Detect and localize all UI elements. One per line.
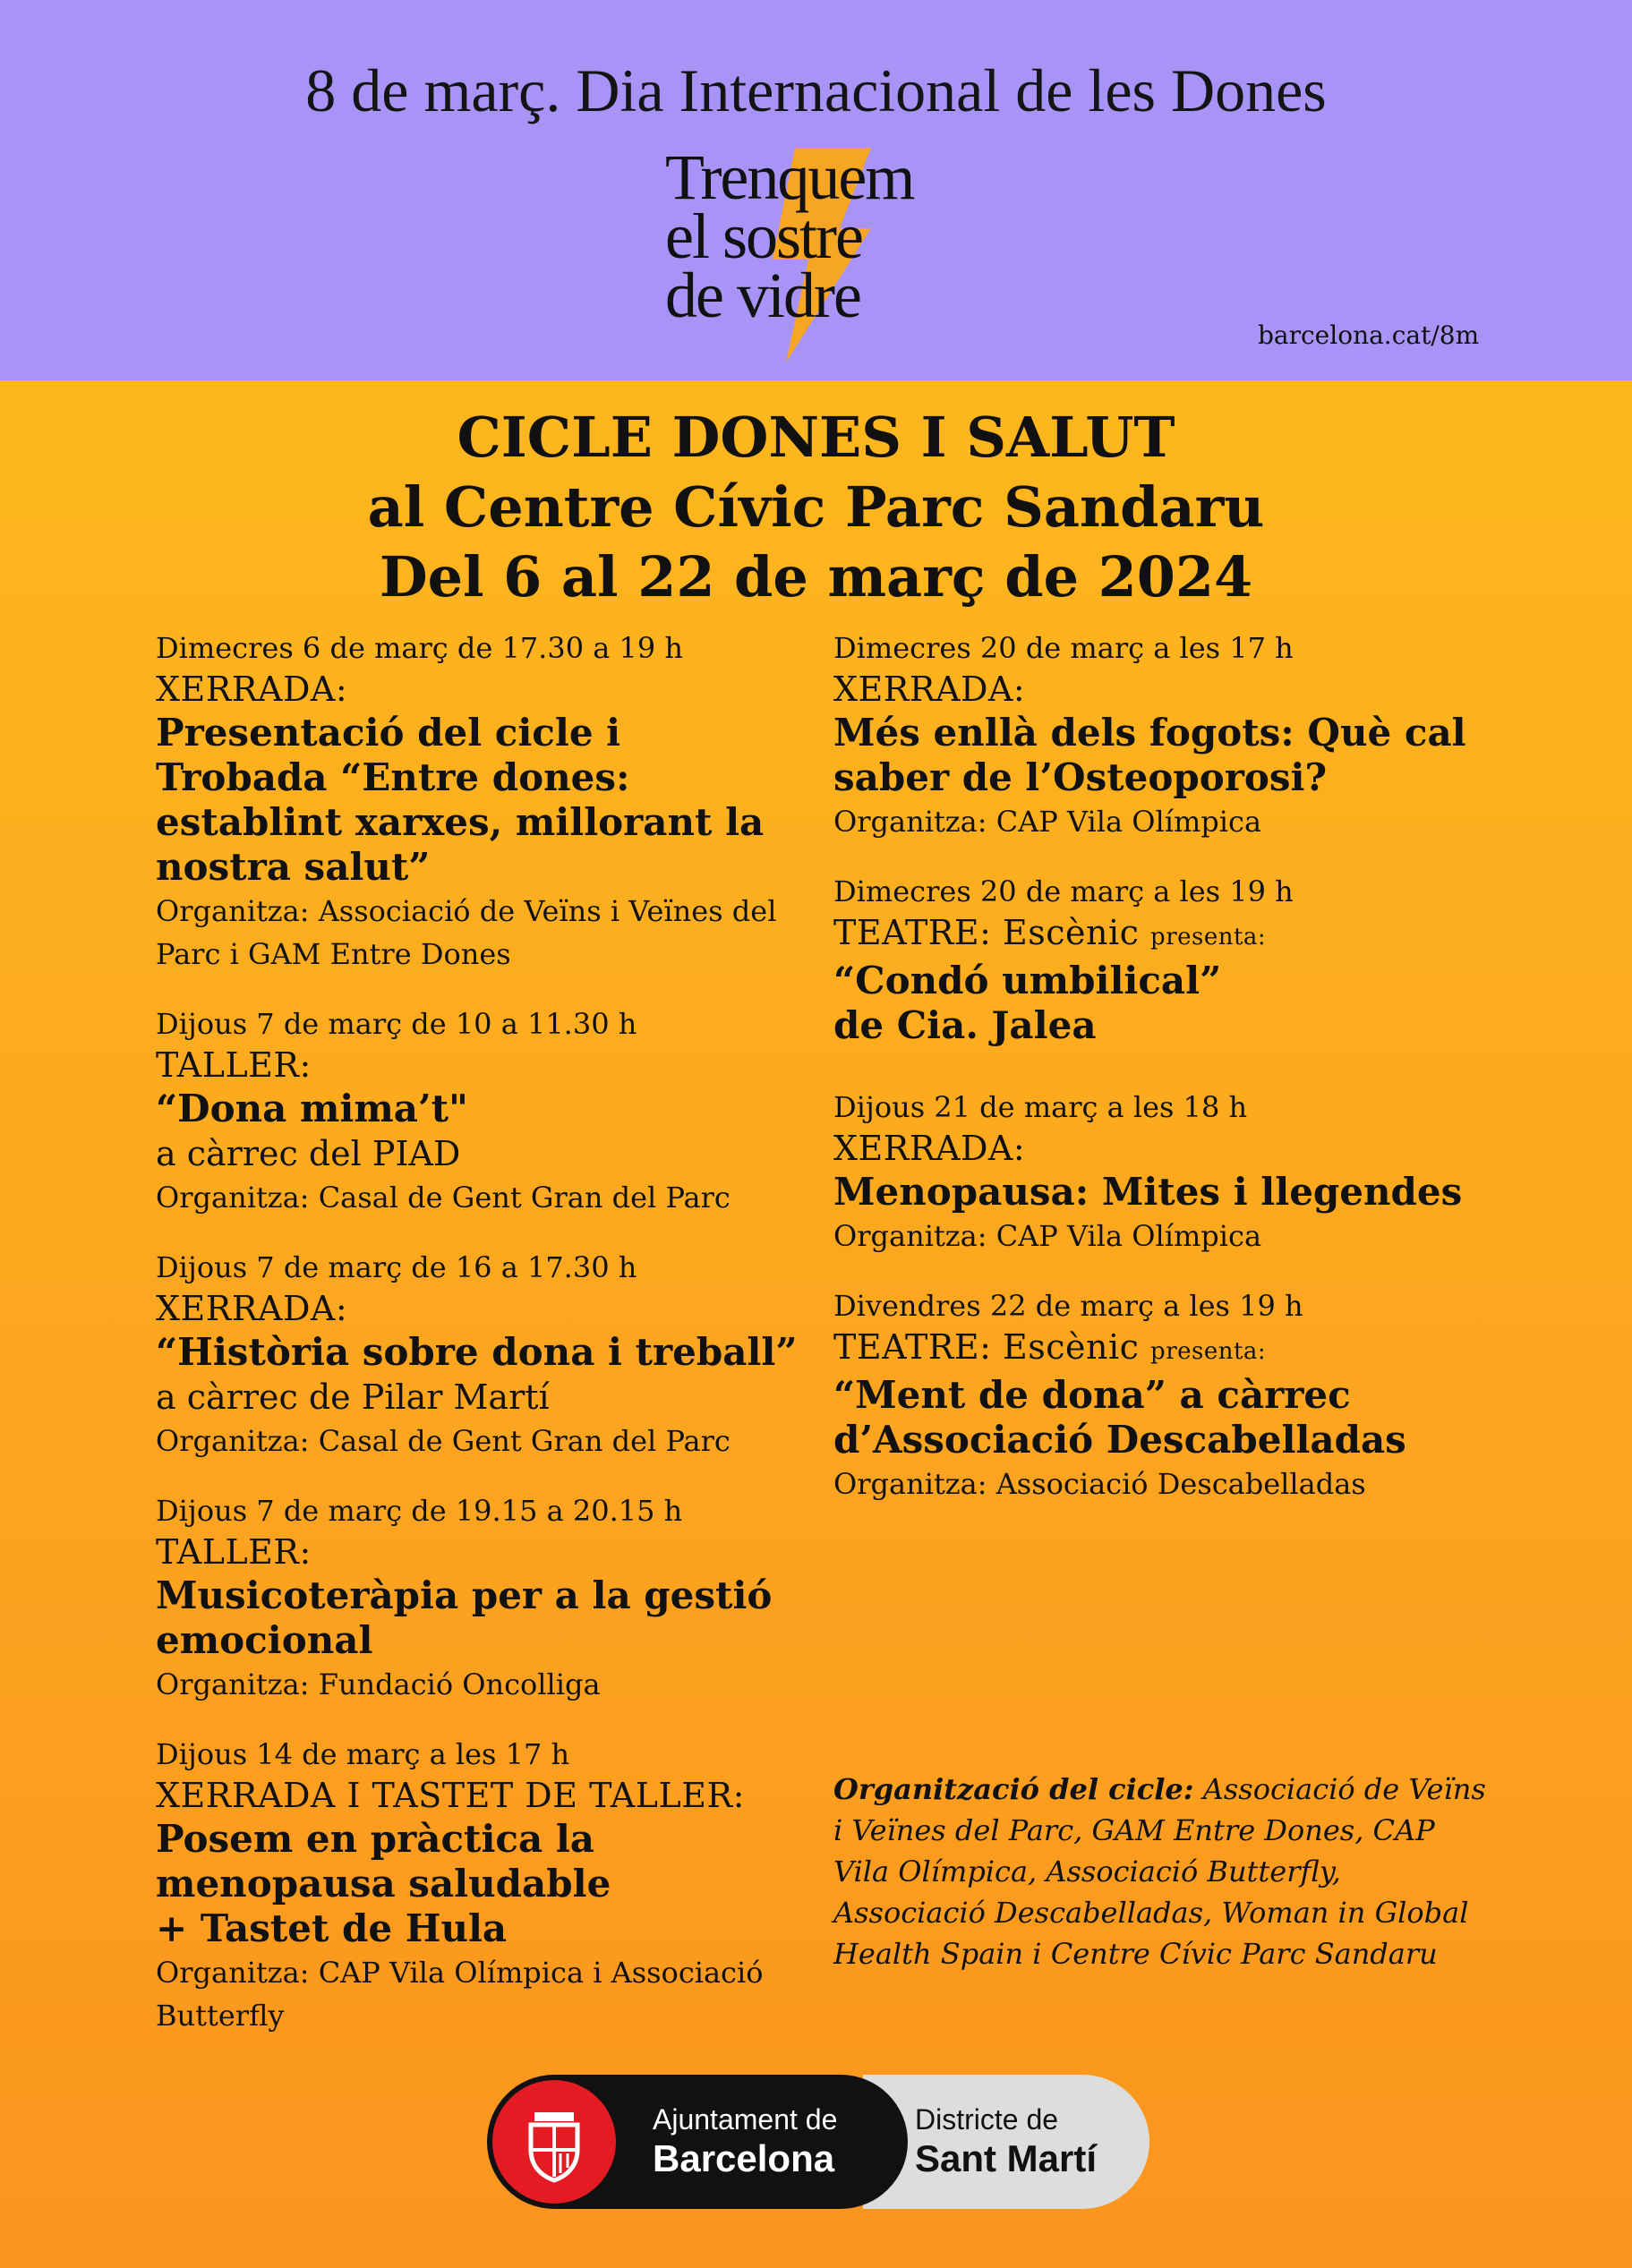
event-title-line: menopausa saludable [156,1862,611,1906]
event-organizer [156,1176,818,1219]
event-item [156,1491,818,1706]
cycle-organizers-label: Organització del cicle: [833,1772,1194,1806]
ajuntament-line1: Ajuntament de [653,2103,838,2136]
event-type-text: TEATRE: Escènic [833,913,1140,952]
event-type: XERRADA: [156,669,348,709]
slogan-line: de vidre [665,260,860,331]
event-title-line: nostra salut” [156,845,431,889]
barcelona-seal-icon [492,2080,616,2204]
event-title [833,959,1514,1048]
event-title-line: Posem en pràctica la [156,1817,594,1861]
event-date: Dijous 7 de març de 19.15 a 20.15 h [156,1494,683,1528]
cycle-title [0,403,1632,612]
event-title-line: Trobada “Entre dones: [156,755,630,799]
organizer-line: Organitza: CAP Vila Olímpica i Associació [156,1956,764,1990]
title-line: al Centre Cívic Parc Sandaru [367,474,1265,540]
districte-line1: Districte de [915,2103,1059,2136]
event-title-line: “Història sobre dona i treball” [156,1330,798,1374]
slogan-line: el sostre [665,200,862,272]
event-organizer [833,1462,1514,1505]
districte-line2: Sant Martí [915,2137,1098,2179]
event-title-line: “Ment de dona” a càrrec [833,1373,1351,1417]
title-line: CICLE DONES I SALUT [457,405,1175,470]
event-title-line: Menopausa: Mites i llegendes [833,1170,1463,1214]
event-title [156,1087,818,1131]
event-date: Dimecres 20 de març a les 17 h [833,631,1294,665]
event-date: Dimecres 20 de març a les 19 h [833,874,1294,908]
organizer-line: Organitza: Casal de Gent Gran del Parc [156,1424,731,1458]
event-title-line: saber de l’Osteoporosi? [833,755,1328,799]
event-title-line: d’Associació Descabelladas [833,1418,1406,1462]
event-item [156,628,818,976]
event-date: Divendres 22 de març a les 19 h [833,1289,1303,1323]
event-speaker: a càrrec de Pilar Martí [156,1377,550,1417]
event-title [833,1373,1514,1462]
event-date: Dijous 7 de març de 16 a 17.30 h [156,1250,637,1284]
event-type: XERRADA: [833,1129,1026,1168]
event-title [833,1170,1514,1215]
event-item [833,872,1514,1048]
title-line: Del 6 al 22 de març de 2024 [379,544,1253,610]
events-right-column [833,628,1514,1534]
event-type [833,1326,1514,1373]
event-type-presenta: presenta: [1150,924,1267,951]
organizer-line: Organitza: Fundació Oncolliga [156,1667,601,1701]
event-organizer [156,1663,818,1706]
event-title [156,711,818,890]
event-title-line: Musicoteràpia per a la gestió [156,1573,773,1617]
event-title-line: + Tastet de Hula [156,1906,508,1950]
campaign-logo [661,143,983,367]
event-title-line: “Condó umbilical” [833,959,1222,1002]
event-date: Dijous 21 de març a les 18 h [833,1090,1248,1124]
event-item [156,1248,818,1462]
event-organizer [156,1951,818,2037]
event-title-line [833,1003,1514,1048]
event-organizer [833,800,1514,843]
cycle-organizers-text: Associació de Veïns i Veïnes del Parc, GAM Entre Dones, CAP Vila Olímpica, Associació Butterfly, Associació Descabelladas, Woman in Global Health Spain i Centre Cívic Parc Sandaru [833,1772,1486,1971]
event-type: XERRADA: [833,669,1026,709]
campaign-slogan [665,141,914,331]
event-date: Dijous 14 de març a les 17 h [156,1737,570,1771]
organizer-line: Parc i GAM Entre Dones [156,937,511,971]
event-item [156,1735,818,2037]
event-company: Cia. Jalea [896,1003,1097,1047]
event-date: Dimecres 6 de març de 17.30 a 19 h [156,631,683,665]
organizer-line: Butterfly [156,1999,285,2033]
footer-logo [487,2075,1149,2209]
event-item [833,1286,1514,1505]
event-title [156,1573,818,1663]
events-left-column [156,628,818,2066]
event-title [156,1817,818,1951]
website-link[interactable]: barcelona.cat/8m [1258,320,1480,350]
event-title-line: emocional [156,1618,373,1662]
event-item [156,1004,818,1219]
event-item [833,628,1514,843]
event-type-text: TEATRE: Escènic [833,1327,1140,1367]
organizer-line: Organitza: CAP Vila Olímpica [833,805,1262,839]
event-organizer [156,890,818,976]
event-title-line: Presentació del cicle i [156,711,621,755]
event-organizer [833,1215,1514,1258]
headline: 8 de març. Dia Internacional de les Dones [305,56,1327,124]
event-title-line: Més enllà dels fogots: Què cal [833,711,1466,755]
organizer-line: Organitza: Associació de Veïns i Veïnes del [156,894,777,928]
event-type [833,911,1514,959]
event-speaker: a càrrec del PIAD [156,1134,461,1173]
event-type: XERRADA I TASTET DE TALLER: [156,1776,745,1815]
organizer-line: Organitza: Associació Descabelladas [833,1467,1366,1501]
event-title-line: establint xarxes, millorant la [156,800,765,844]
event-title-prefix: de [833,1003,884,1047]
event-type: XERRADA: [156,1289,348,1328]
event-type-presenta: presenta: [1150,1338,1267,1365]
event-title [833,711,1514,800]
event-type: TALLER: [156,1045,312,1085]
event-type: TALLER: [156,1532,312,1572]
event-title [156,1330,818,1375]
ajuntament-line2: Barcelona [653,2137,835,2179]
event-organizer [156,1420,818,1462]
event-date: Dijous 7 de març de 10 a 11.30 h [156,1007,637,1041]
event-item [833,1087,1514,1258]
slogan-line: Trenquem [665,141,914,213]
cycle-organizers [833,1769,1496,1974]
organizer-line: Organitza: CAP Vila Olímpica [833,1219,1262,1253]
event-title-line: “Dona mima’t" [156,1087,468,1130]
organizer-line: Organitza: Casal de Gent Gran del Parc [156,1181,731,1215]
